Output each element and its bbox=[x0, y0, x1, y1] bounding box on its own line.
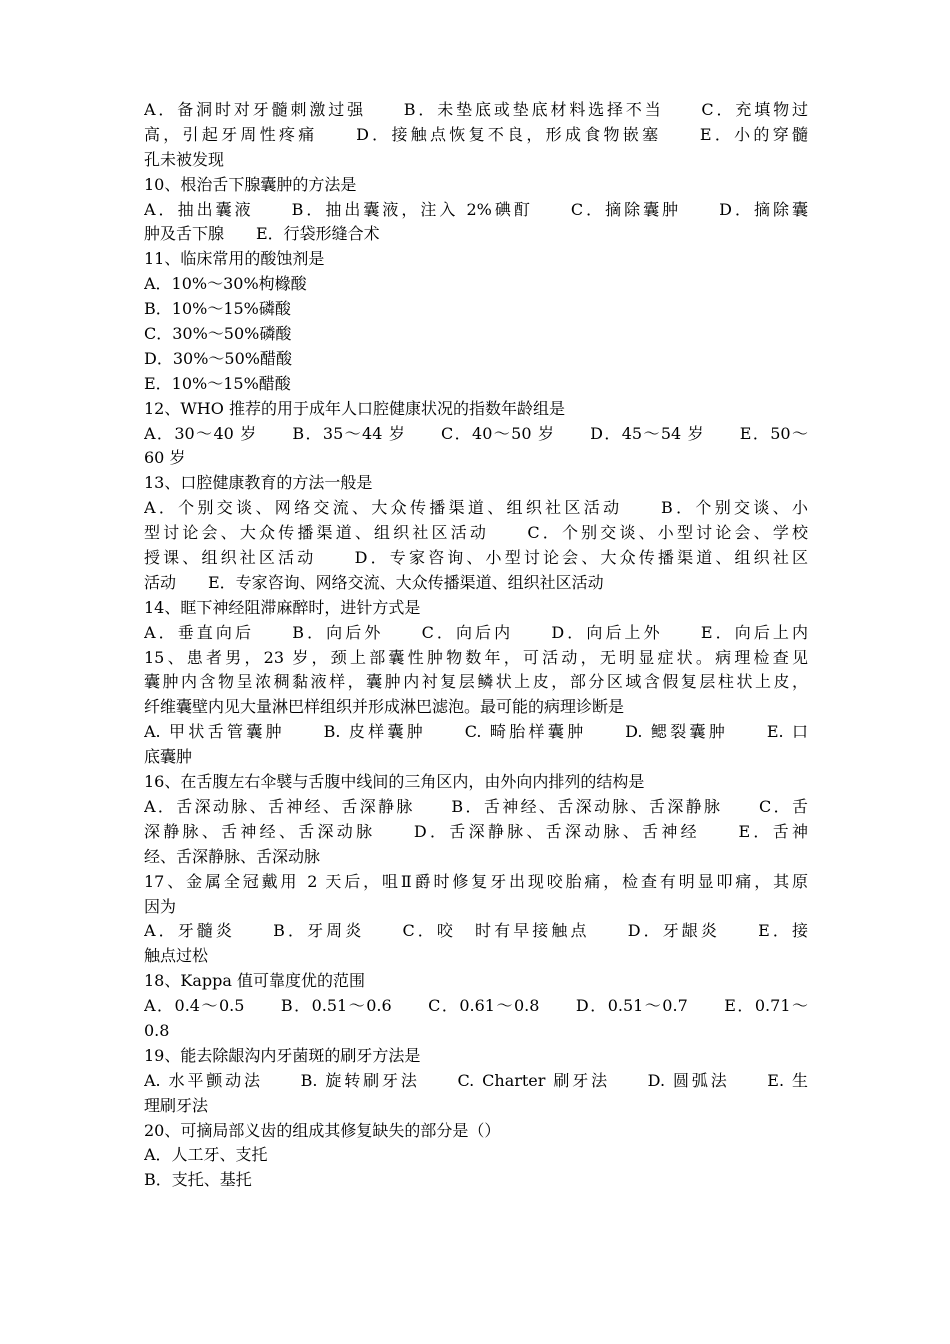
document-body bbox=[144, 98, 808, 1193]
text-line: 肿及舌下腺 E．行袋形缝合术 bbox=[144, 224, 380, 244]
text-line: 11、临床常用的酸蚀剂是 bbox=[144, 249, 325, 269]
text-line: 18、Kappa 值可靠度优的范围 bbox=[144, 971, 365, 991]
text-line: A．个别交谈、网络交流、大众传播渠道、组织社区活动 B．个别交谈、小 bbox=[144, 498, 808, 518]
text-line: 17、金属全冠戴用 2 天后，咀Ⅱ爵时修复牙出现咬胎痛，检查有明显叩痛，其原 bbox=[144, 871, 808, 891]
text-line: 0.8 bbox=[144, 1020, 170, 1040]
text-line: 纤维囊壁内见大量淋巴样组织并形成淋巴滤泡。最可能的病理诊断是 bbox=[144, 697, 625, 717]
text-line: 15、患者男，23 岁，颈上部囊性肿物数年，可活动，无明显症状。病理检查见 bbox=[144, 647, 808, 667]
text-line: 理刷牙法 bbox=[144, 1095, 209, 1115]
text-line: 高，引起牙周性疼痛 D．接触点恢复不良，形成食物嵌塞 E．小的穿髓 bbox=[144, 124, 808, 144]
text-line: 19、能去除龈沟内牙菌斑的刷牙方法是 bbox=[144, 1045, 421, 1065]
text-line: A．10%～30%枸橼酸 bbox=[144, 274, 307, 294]
text-line: B．支托、基托 bbox=[144, 1170, 252, 1190]
text-line: 14、眶下神经阻滞麻醉时，进针方式是 bbox=[144, 597, 421, 617]
text-line: A. 甲状舌管囊肿 B. 皮样囊肿 C. 畸胎样囊肿 D. 鳃裂囊肿 E. 口 bbox=[144, 722, 808, 742]
text-line: A．备洞时对牙髓刺激过强 B．未垫底或垫底材料选择不当 C．充填物过 bbox=[144, 100, 808, 119]
text-line: 孔未被发现 bbox=[144, 149, 225, 169]
text-line: 经、舌深静脉、舌深动脉 bbox=[144, 846, 321, 866]
text-line: B．10%～15%磷酸 bbox=[144, 299, 291, 319]
text-line: 触点过松 bbox=[144, 946, 209, 966]
text-line: C．30%～50%磷酸 bbox=[144, 324, 292, 344]
text-line: A．牙髓炎 B．牙周炎 C．咬 时有早接触点 D．牙龈炎 E．接 bbox=[144, 921, 808, 941]
text-line: A．垂直向后 B．向后外 C．向后内 D．向后上外 E．向后上内 bbox=[144, 622, 808, 642]
text-line: A．人工牙、支托 bbox=[144, 1145, 268, 1165]
text-line: D．30%～50%醋酸 bbox=[144, 348, 292, 368]
text-line: 囊肿内含物呈浓稠黏液样，囊肿内衬复层鳞状上皮，部分区域含假复层柱状上皮， bbox=[144, 672, 808, 692]
text-line: E．10%～15%醋酸 bbox=[144, 373, 291, 393]
text-line: 20、可摘局部义齿的组成其修复缺失的部分是（） bbox=[144, 1120, 501, 1140]
text-line: A．舌深动脉、舌神经、舌深静脉 B．舌神经、舌深动脉、舌深静脉 C．舌 bbox=[144, 796, 808, 816]
text-line: A．0.4～0.5 B．0.51～0.6 C．0.61～0.8 D．0.51～0.7 E．0.71～ bbox=[144, 996, 808, 1016]
text-line: A. 水平颤动法 B. 旋转刷牙法 C. Charter 刷牙法 D. 圆弧法 E. 生 bbox=[144, 1070, 808, 1090]
text-line: 13、口腔健康教育的方法一般是 bbox=[144, 473, 373, 493]
text-line: 10、根治舌下腺囊肿的方法是 bbox=[144, 174, 357, 194]
text-line: A．抽出囊液 B．抽出囊液，注入 2%碘酊 C．摘除囊肿 D．摘除囊 bbox=[144, 199, 808, 219]
text-line: 16、在舌腹左右伞襞与舌腹中线间的三角区内，由外向内排列的结构是 bbox=[144, 772, 645, 792]
text-line: A．30～40 岁 B．35～44 岁 C．40～50 岁 D．45～54 岁 E．50～ bbox=[144, 423, 808, 443]
text-line: 底囊肿 bbox=[144, 747, 193, 767]
text-line: 型讨论会、大众传播渠道、组织社区活动 C．个别交谈、小型讨论会、学校 bbox=[144, 523, 808, 543]
text-line: 60 岁 bbox=[144, 448, 186, 468]
text-line: 12、WHO 推荐的用于成年人口腔健康状况的指数年龄组是 bbox=[144, 398, 565, 418]
text-line: 活动 E．专家咨询、网络交流、大众传播渠道、组织社区活动 bbox=[144, 572, 604, 592]
text-line: 因为 bbox=[144, 896, 177, 916]
text-line: 授课、组织社区活动 D．专家咨询、小型讨论会、大众传播渠道、组织社区 bbox=[144, 548, 808, 568]
text-line: 深静脉、舌神经、舌深动脉 D．舌深静脉、舌深动脉、舌神经 E．舌神 bbox=[144, 821, 808, 841]
